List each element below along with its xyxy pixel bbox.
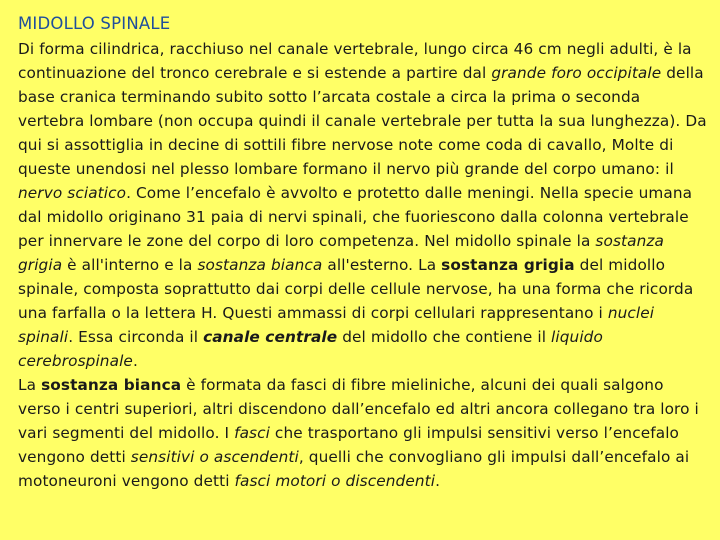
slide-title: MIDOLLO SPINALE xyxy=(18,14,171,33)
text-run: La xyxy=(18,376,42,394)
text-run: all'esterno. La xyxy=(322,256,442,274)
text-run: è all'interno e la xyxy=(62,256,198,274)
text-run: della base cranica terminando subito sotto l’arcata costale a circa la prima o seconda vertebra lombare (non occupa quindi il canale vertebrale per tutta la sua lunghezza). Da qui si assottiglia in decine di sottili fibre nervose note come coda di cavallo, Molte di queste unendosi nel plesso lombare formano il nervo più grande del corpo umano: il xyxy=(18,64,707,178)
text-run: . Come l’encefalo è avvolto e protetto dalle meningi. Nella specie umana dal midollo originano 31 paia di nervi spinali, che fuoriescono dalla colonna vertebrale per innervare le zone del corpo di loro competenza. Nel midollo spinale la xyxy=(18,184,693,250)
slide-body xyxy=(18,37,708,493)
text-run: nuclei spinali xyxy=(18,304,655,346)
text-run: liquido cerebrospinale xyxy=(18,328,603,370)
text-run: canale centrale xyxy=(203,328,338,346)
text-run: . xyxy=(435,472,441,490)
text-run: sostanza grigia xyxy=(18,232,664,274)
text-run: fasci xyxy=(234,424,270,442)
paragraph-2 xyxy=(18,373,708,493)
text-run: grande foro occipitale xyxy=(491,64,662,82)
text-run: . xyxy=(132,352,138,370)
text-run: sostanza bianca xyxy=(197,256,323,274)
text-run: sostanza grigia xyxy=(441,256,575,274)
text-run: del midollo che contiene il xyxy=(337,328,552,346)
text-run: che trasportano gli impulsi sensitivi verso l’encefalo vengono detti xyxy=(18,424,680,466)
paragraph-1 xyxy=(18,37,708,373)
text-run: fasci motori o discendenti xyxy=(234,472,436,490)
text-run: Di forma cilindrica, racchiuso nel canale vertebrale, lungo circa 46 cm negli adulti, è la continuazione del tronco cerebrale e si estende a partire dal xyxy=(18,40,692,82)
text-run: . Essa circonda il xyxy=(68,328,204,346)
text-run: , quelli che convogliano gli impulsi dall’encefalo ai motoneuroni vengono detti xyxy=(18,448,690,490)
text-run: è formata da fasci di fibre mieliniche, alcuni dei quali salgono verso i centri superiori, altri discendono dall’encefalo ed altri ancora collegano tra loro i vari segmenti del midollo. I xyxy=(18,376,699,442)
text-run: nervo sciatico xyxy=(18,184,127,202)
text-run: sensitivi o ascendenti xyxy=(130,448,299,466)
text-run: del midollo spinale, composta soprattutto dai corpi delle cellule nervose, ha una forma che ricorda una farfalla o la lettera H. Questi ammassi di corpi cellulari rappresentano i xyxy=(18,256,694,322)
text-run: sostanza bianca xyxy=(41,376,182,394)
